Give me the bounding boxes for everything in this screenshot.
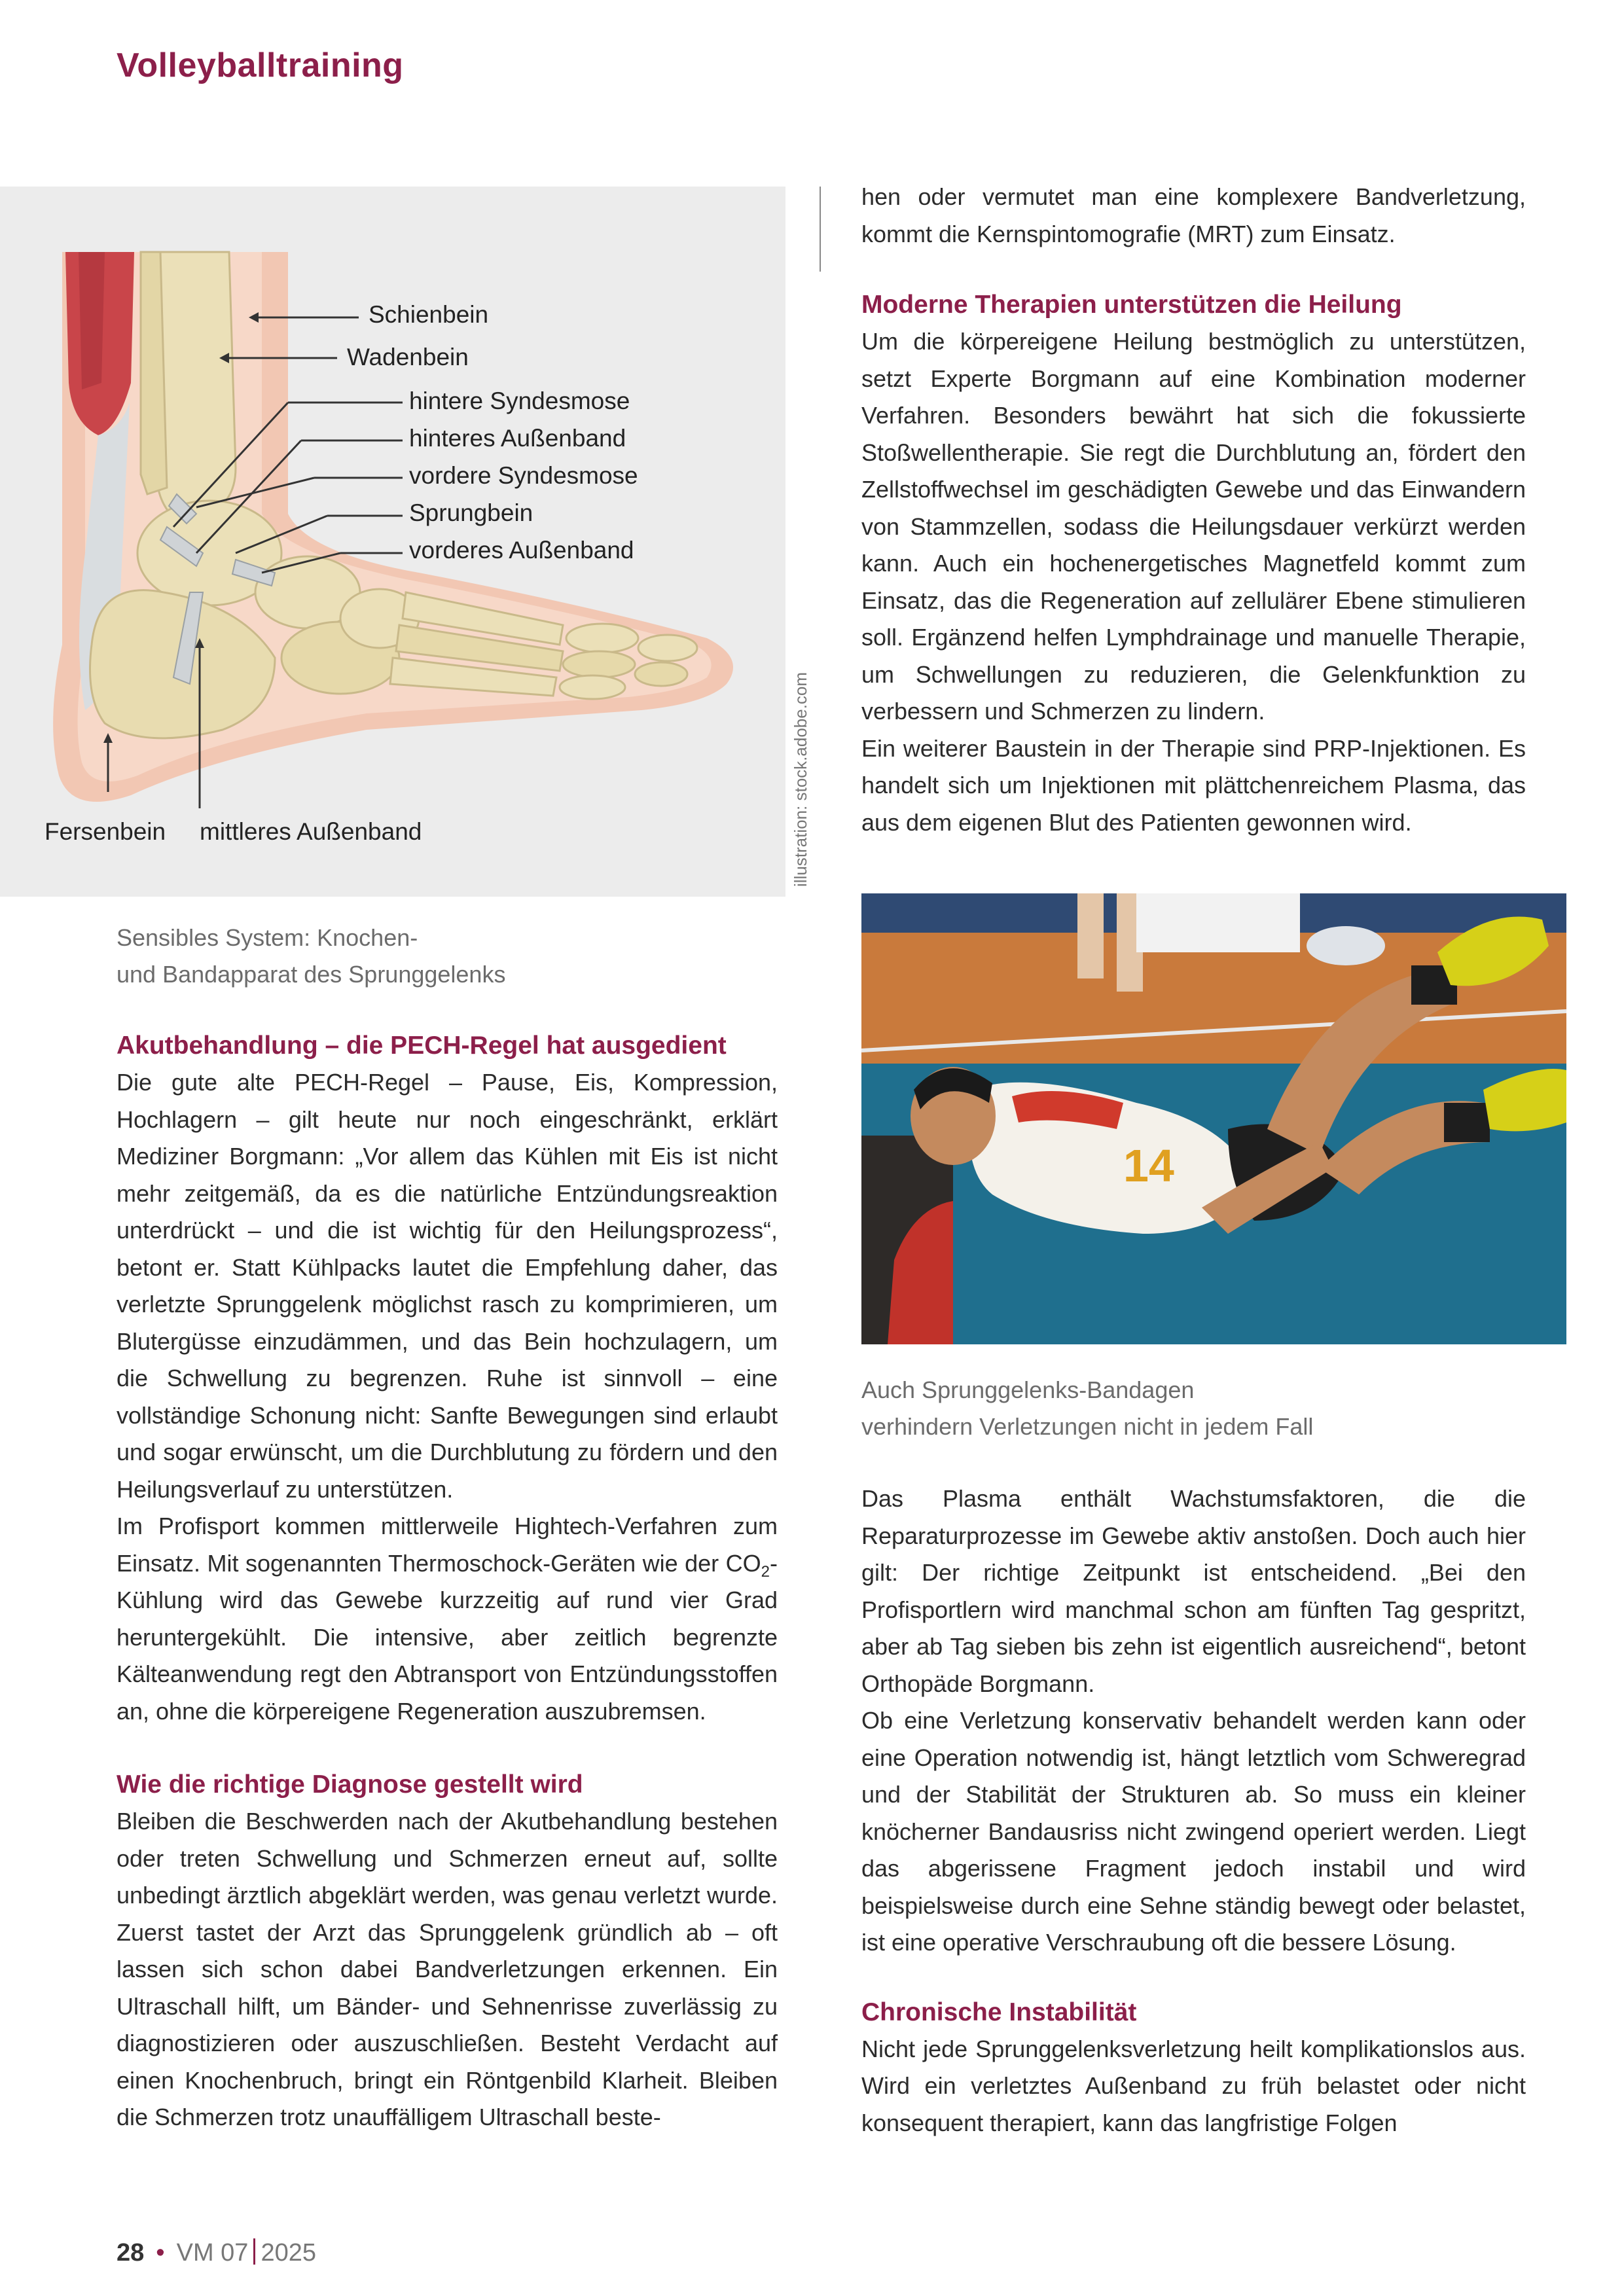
- illustration-caption-line1: Sensibles System: Knochen-: [117, 924, 418, 951]
- ankle-anatomy-illustration: [0, 187, 785, 897]
- heading-akutbehandlung: Akutbehandlung – die PECH-Regel hat ausgedient: [117, 1031, 727, 1060]
- label-vordere-syndesmose: vordere Syndesmose: [409, 462, 638, 489]
- label-wadenbein: Wadenbein: [347, 344, 469, 370]
- issue-year: 2025: [261, 2239, 316, 2267]
- label-hinteres-aussenband: hinteres Außenband: [409, 425, 626, 452]
- paragraph-akut-2: [117, 1508, 778, 1730]
- label-schienbein: Schienbein: [369, 301, 489, 328]
- paragraph-therapie-1: Um die körpereigene Heilung bestmöglich zu unterstützen, setzt Experte Borgmann auf eine Kombination moderner Verfahren. Besonders bewährt hat sich die fokussierte Stoßwellentherapie. Sie regt die Durchblutung an, fördert den Zellstoffwechsel im geschädigten Gewebe und das Einwandern von Stammzellen, sodass die Heilungsdauer verkürzt werden kann. Auch ein hochenergetisches Magnetfeld kommt zum Einsatz, das die Regeneration auf zellulärer Ebene stimulieren soll. Ergänzend helfen Lymphdrainage und manuelle Therapie, um Schwellungen zu reduzieren, die Gelenkfunktion zu verbessern und Schmerzen zu lindern.: [861, 328, 1526, 725]
- ankle-anatomy-drawing: [0, 187, 785, 897]
- paragraph-operation: Ob eine Verletzung konservativ behandelt werden kann oder eine Operation notwendig ist, hängt letztlich vom Schweregrad und der Stabilität der Strukturen ab. So muss ein kleiner knöcherner Bandausriss nicht zwingend operiert werden. Liegt das abgerissene Fragment jedoch instabil und wird beispielsweise durch eine Sehne ständig bewegt oder belastet, ist eine operative Verschraubung oft die bessere Lösung.: [861, 1707, 1526, 1956]
- page-number: 28: [117, 2239, 145, 2267]
- magazine-name: VM: [176, 2239, 214, 2267]
- co2-subscript: 2: [761, 1562, 770, 1581]
- paragraph-therapie-2: Ein weiterer Baustein in der Therapie sind PRP-Injektionen. Es handelt sich um Injektionen mit plättchenreichem Plasma, das aus dem eigenen Blut des Patienten gewonnen wird.: [861, 734, 1526, 836]
- photo-caption: [861, 1372, 1526, 1445]
- issue-number: 07: [221, 2239, 249, 2267]
- illustration-credit: illustration: stock.adobe.com: [791, 672, 810, 887]
- paragraph-akut-1: Die gute alte PECH-Regel – Pause, Eis, Kompression, Hochlagern – gilt heute nur noch eingeschränkt, erklärt Mediziner Borgmann: „Vor allem das Kühlen mit Eis ist nicht mehr zeitgemäß, da es die natürliche Entzündungsreaktion unterdrückt – und die ist wichtig für den Heilungsprozess“, betont er. Statt Kühlpacks lautet die Empfehlung daher, das verletzte Sprunggelenk möglichst rasch zu komprimieren, um Blutergüsse einzudämmen, und das Bein hochzulagern, um die Schwellung zu begrenzen. Ruhe ist sinnvoll – eine vollständige Schonung nicht: Sanfte Bewegungen sind erlaubt und sogar erwünscht, um die Durchblutung zu fördern und den Heilungsverlauf zu unterstützen.: [117, 1069, 778, 1503]
- right-column-bottom: [861, 1480, 1526, 2142]
- page-footer: [117, 2238, 316, 2267]
- illustration-caption: [117, 920, 771, 993]
- label-sprungbein: Sprungbein: [409, 499, 533, 526]
- right-column-top: [861, 179, 1526, 841]
- label-vorderes-aussenband: vorderes Außenband: [409, 537, 634, 564]
- column-divider: [820, 187, 821, 272]
- jersey-number: 14: [1123, 1140, 1174, 1191]
- paragraph-plasma: Das Plasma enthält Wachstumsfaktoren, die die Reparaturprozesse im Gewebe aktiv anstoßen. Doch auch hier gilt: Der richtige Zeitpunkt ist entscheidend. „Bei den Profisportlern wird manchmal schon am fünften Tag gespritzt, aber ab Tag sieben bis zehn ist eigentlich ausreichend“, betont Orthopäde Borgmann.: [861, 1485, 1526, 1697]
- paragraph-chronisch: Nicht jede Sprunggelenksverletzung heilt komplikationslos aus. Wird ein verletztes Außenband zu früh belastet oder nicht konsequent therapiert, kann das langfristige Folgen: [861, 2035, 1526, 2136]
- label-mittleres-aussenband: mittleres Außenband: [200, 818, 422, 845]
- heading-therapien: Moderne Therapien unterstützen die Heilung: [861, 291, 1402, 319]
- photo-caption-line2: verhindern Verletzungen nicht in jedem Fall: [861, 1413, 1314, 1440]
- heading-diagnose: Wie die richtige Diagnose gestellt wird: [117, 1770, 583, 1799]
- section-title: Volleyballtraining: [117, 46, 404, 84]
- illustration-caption-line2: und Bandapparat des Sprunggelenks: [117, 961, 506, 988]
- paragraph-akut-2-before: Im Profisport kommen mittlerweile Hightech-Verfahren zum Einsatz. Mit sogenannten Thermoschock-Geräten wie der CO: [117, 1513, 778, 1577]
- label-fersenbein: Fersenbein: [45, 818, 166, 845]
- heading-chronische-instabilitaet: Chronische Instabilität: [861, 1998, 1137, 2026]
- left-column: [117, 1028, 778, 2136]
- photo-caption-line1: Auch Sprunggelenks-Bandagen: [861, 1376, 1195, 1403]
- paragraph-akut-2-after: -Kühlung wird das Gewebe kurzzeitig auf rund vier Grad heruntergekühlt. Die intensive, aber zeitlich begrenzte Kälteanwendung regt den Abtransport von Entzündungsstoffen an, ohne die körpereigene Regeneration auszubremsen.: [117, 1549, 778, 1725]
- paragraph-mrt: hen oder vermutet man eine komplexere Bandverletzung, kommt die Kernspintomografie (MRT) zum Einsatz.: [861, 183, 1526, 247]
- footer-bullet: •: [156, 2239, 165, 2267]
- volleyball-photo-drawing: [861, 893, 1566, 1344]
- volleyball-injury-photo: [861, 893, 1566, 1344]
- paragraph-diagnose: Bleiben die Beschwerden nach der Akutbehandlung bestehen oder treten Schwellung und Schmerzen erneut auf, sollte unbedingt ärztlich abgeklärt werden, was genau verletzt wurde. Zuerst tastet der Arzt das Sprunggelenk gründlich ab – oft lassen sich schon dabei Bandverletzungen erkennen. Ein Ultraschall hilft, um Bänder- und Sehnenrisse zuverlässig zu diagnostizieren oder auszuschließen. Besteht Verdacht auf einen Knochenbruch, bringt ein Röntgenbild Klarheit. Bleiben die Schmerzen trotz unauffälligem Ultraschall beste-: [117, 1808, 778, 2130]
- footer-separator: [253, 2238, 255, 2265]
- label-hintere-syndesmose: hintere Syndesmose: [409, 387, 630, 414]
